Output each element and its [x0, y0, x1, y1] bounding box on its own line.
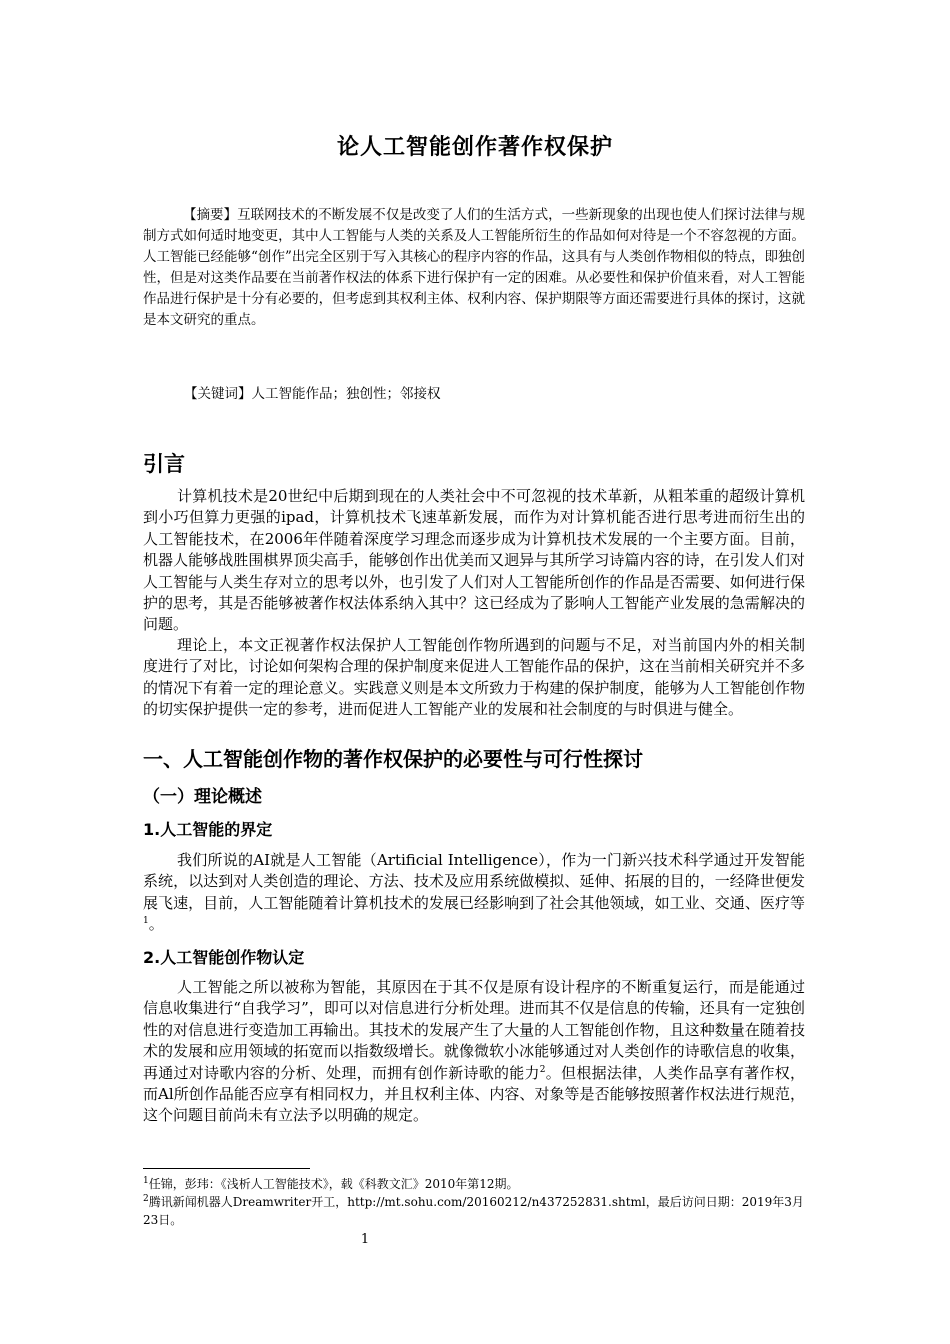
paragraph-text-continued: 。但根据法律，人类作品享有著作权，而Al所创作品能否应享有相同权力，并且权利主体、内容、对象等是否能够按照著作权法进行规范，这个问题目前尚未有立法予以明确的规定。 — [143, 1063, 805, 1125]
section-1-heading: 一、人工智能创作物的著作权保护的必要性与可行性探讨 — [143, 747, 643, 771]
footnote-2-number: 2 — [143, 1194, 149, 1204]
paragraph-text: 我们所说的AI就是人工智能（Artificial Intelligence），作为一门新兴技术科学通过开发智能系统，以达到对人类创造的理论、方法、技术及应用系统做模拟、延伸、拓展的目的，一经降世便发展飞速，目前，人工智能随着计算机技术的发展已经影响到了社会其他领域，如工业、交通、医疗等 — [143, 851, 805, 912]
footnote-separator — [143, 1168, 310, 1169]
intro-heading: 引言 — [143, 452, 185, 476]
heading-ai-definition: 1.人工智能的界定 — [143, 820, 273, 839]
heading-ai-works: 2.人工智能创作物认定 — [143, 948, 305, 967]
footnote-ref-1: 1 — [143, 916, 149, 927]
footnotes — [143, 1175, 805, 1229]
footnote-1-text: 任锦，彭玮：《浅析人工智能技术》，载《科教文汇》2010年第12期。 — [148, 1177, 519, 1191]
footnote-2 — [143, 1193, 805, 1229]
document-title: 论人工智能创作著作权保护 — [336, 135, 613, 160]
intro-paragraph-1: 计算机技术是20世纪中后期到现在的人类社会中不可忽视的技术革新，从粗苯重的超级计算机到小巧但算力更强的ipad，计算机技术飞速革新发展，而作为对计算机能否进行思考进而衍生出的人工智能技术，在2006年伴随着深度学习理念而逐步成为计算机技术发展的一个主要方面。目前，机器人能够战胜围棋界顶尖高手，能够创作出优美而又迥异与其所学习诗篇内容的诗，在引发人们对人工智能与人类生存对立的思考以外，也引发了人们对人工智能所创作的作品是否需要、如何进行保护的思考，其是否能够被著作权法体系纳入其中？这已经成为了影响人工智能产业发展的急需解决的问题。 — [143, 487, 805, 634]
intro-paragraph-2: 理论上，本文正视著作权法保护人工智能创作物所遇到的问题与不足，对当前国内外的相关制度进行了对比，讨论如何架构合理的保护制度来促进人工智能作品的保护，这在当前相关研究并不多的情况下有着一定的理论意义。实践意义则是本文所致力于构建的保护制度，能够为人工智能创作物的切实保护提供一定的参考，进而促进人工智能产业的发展和社会制度的与时俱进与健全。 — [143, 636, 805, 719]
page-number: 1 — [360, 1232, 370, 1247]
paragraph-ai-works — [143, 977, 805, 1127]
footnote-1-number: 1 — [143, 1176, 149, 1186]
footnote-2-text: 腾讯新闻机器人Dreamwriter开工，http://mt.sohu.com/20160212/n437252831.shtml，最后访问日期：2019年3月23日。 — [143, 1195, 804, 1227]
footnote-1 — [143, 1175, 805, 1193]
paragraph-end: 。 — [148, 915, 164, 934]
footnote-ref-2: 2 — [539, 1064, 546, 1075]
subsection-1-heading: （一）理论概述 — [143, 787, 262, 807]
paragraph-ai-definition — [143, 850, 805, 936]
paragraph-text: 人工智能之所以被称为智能，其原因在于其不仅是原有设计程序的不断重复运行，而是能通过信息收集进行“自我学习”，即可以对信息进行分析处理。进而其不仅是信息的传输，还具有一定独创性的对信息进行变造加工再输出。其技术的发展产生了大量的人工智能创作物，且这种数量在随着技术的发展和应用领域的拓宽而以指数级增长。就像微软小冰能够通过对人类创作的诗歌信息的收集，再通过对诗歌内容的分析、处理，而拥有创作新诗歌的能力 — [143, 978, 805, 1082]
abstract: 【摘要】互联网技术的不断发展不仅是改变了人们的生活方式，一些新现象的出现也使人们探讨法律与规制方式如何适时地变更，其中人工智能与人类的关系及人工智能所衍生的作品如何对待是一个不容忽视的方面。人工智能已经能够“创作”出完全区别于写入其核心的程序内容的作品，这具有与人类创作物相似的特点，即独创性，但是对这类作品要在当前著作权法的体系下进行保护有一定的困难。从必要性和保护价值来看，对人工智能作品进行保护是十分有必要的，但考虑到其权利主体、权利内容、保护期限等方面还需要进行具体的探讨，这就是本文研究的重点。 — [143, 207, 805, 328]
keywords: 【关键词】人工智能作品；独创性；邻接权 — [184, 386, 441, 402]
